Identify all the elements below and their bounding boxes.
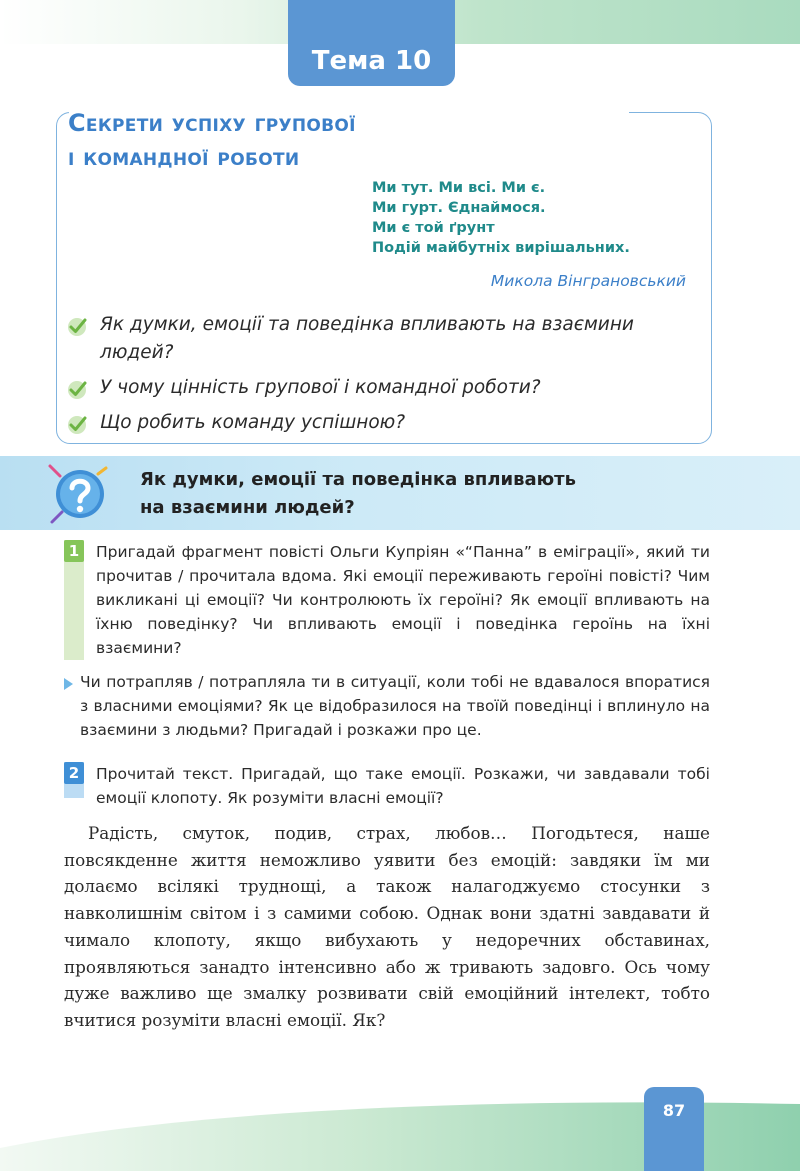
list-item	[66, 374, 696, 402]
epigraph-line: Ми тут. Ми всі. Ми є.	[372, 180, 546, 196]
list-item	[66, 311, 696, 367]
task-1-subtask: Чи потрапляв / потрапляла ти в ситуації, коли тобі не вдавалося впоратися з власними емоціями? Як це відобразилося на твоїй поведінці і вплинуло на взаємини з людьми? Пригадай і розкажи про це.	[80, 673, 710, 739]
section-heading-line2: на взаємини людей?	[140, 497, 355, 518]
epigraph-line: Ми є той ґрунт	[372, 220, 495, 236]
epigraph	[372, 178, 630, 258]
section-heading	[140, 466, 576, 522]
question-text: Що робить команду успішною?	[100, 412, 406, 433]
check-icon	[66, 316, 88, 338]
topic-title	[68, 106, 356, 174]
body-paragraph: Радість, смуток, подив, страх, любов… Погодьтеся, наше повсякденне життя неможливо уявити без емоцій: завдяки їм ми долаємо всілякі труднощі, а також налагоджуємо стосунки з навколишнім світом і з самими собою. Однак вони здатні завдавати й чимало клопоту, якщо вибухають у недоречних обставинах, проявляються занадто інтенсивно або ж тривають задовго. Ось чому дуже важливо ще змалку розвивати свій емоційний інтелект, тобто вчитися розуміти власні емоції. Як?	[64, 823, 710, 1030]
key-questions-list	[66, 311, 696, 444]
task-1-number: 1	[64, 540, 84, 562]
theme-tab	[288, 0, 455, 86]
task-2-number: 2	[64, 762, 84, 784]
section-heading-line1: Як думки, емоції та поведінка впливають	[140, 469, 576, 490]
question-text: Як думки, емоції та поведінка впливають на взаємини людей?	[100, 314, 634, 363]
task-2-text: Прочитай текст. Пригадай, що таке емоції. Розкажи, чи завдавали тобі емоції клопоту. Як розуміти власні емоції?	[96, 765, 710, 807]
page-number-tab	[644, 1087, 704, 1171]
epigraph-author: Микола Вінграновський	[490, 272, 686, 290]
check-icon	[66, 414, 88, 436]
check-icon	[66, 379, 88, 401]
theme-label: Тема 10	[311, 46, 432, 76]
epigraph-line: Ми гурт. Єднаймося.	[372, 200, 546, 216]
question-text: У чому цінність групової і командної роботи?	[100, 377, 541, 398]
question-mark-icon	[46, 460, 114, 528]
topic-title-line1: Секрети успіху групової	[68, 109, 356, 137]
arrow-bullet-icon	[64, 678, 73, 690]
epigraph-line: Подій майбутніх вирішальних.	[372, 240, 630, 256]
topic-title-line2: і командної роботи	[68, 143, 300, 171]
list-item	[66, 409, 696, 437]
page-number: 87	[662, 1101, 686, 1120]
task-1-text: Пригадай фрагмент повісті Ольги Купріян «“Панна” в еміграції», який ти прочитав / прочитала вдома. Які емоції переживають героїні повісті? Чим викликані ці емоції? Чи контролюють їх героїні? Як емоції впливають на їхню поведінку? Чи впливають емоції і поведінка героїнь на їхні взаємини?	[96, 543, 710, 657]
